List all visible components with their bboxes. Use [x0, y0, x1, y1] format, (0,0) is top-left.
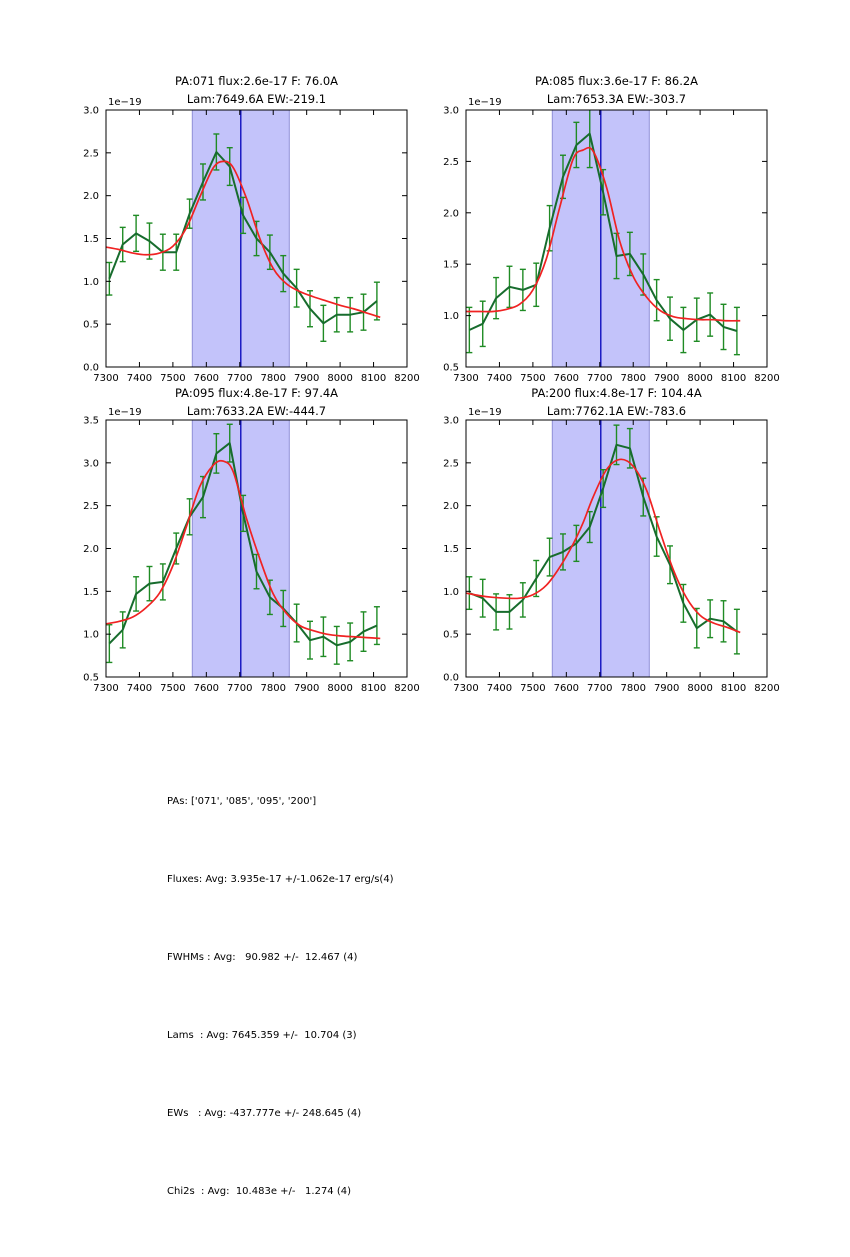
y-tick-label: 1.5 [443, 259, 459, 271]
x-tick-label: 7700 [227, 373, 253, 384]
subplot-3-title-line2: Lam:7762.1A EW:-783.6 [546, 404, 687, 418]
x-tick-label: 7300 [93, 373, 119, 384]
y-tick-label: 0.5 [83, 672, 99, 684]
x-tick-label: 8100 [360, 683, 387, 694]
x-tick-label: 8200 [754, 683, 780, 694]
x-tick-label: 7600 [193, 683, 220, 694]
x-tick-label: 8100 [720, 373, 747, 384]
y-tick-label: 2.0 [83, 544, 99, 555]
summary-line-ews: EWs : Avg: -437.777e +/- 248.645 (4) [167, 1108, 362, 1119]
x-tick-label: 7500 [160, 683, 186, 694]
x-tick-label: 7800 [260, 683, 286, 694]
y-tick-label: 0.5 [443, 362, 459, 374]
summary-line-fluxes: Fluxes: Avg: 3.935e-17 +/-1.062e-17 erg/s(4) [167, 874, 394, 885]
x-tick-label: 8000 [327, 683, 353, 694]
x-tick-label: 7700 [587, 683, 613, 694]
y-tick-label: 3.0 [83, 105, 99, 117]
subplot-2-title [106, 384, 407, 420]
x-tick-label: 7900 [653, 373, 680, 384]
y-tick-label: 0.5 [83, 319, 99, 331]
summary-line-pas: PAs: ['071', '085', '095', '200'] [167, 796, 317, 807]
y-tick-label: 1.5 [83, 586, 99, 598]
x-tick-label: 7800 [620, 373, 646, 384]
subplot-2-title-line1: PA:095 flux:4.8e-17 F: 97.4A [174, 386, 339, 400]
y-tick-label: 1.0 [443, 586, 459, 598]
x-tick-label: 7300 [93, 683, 119, 694]
y-tick-label: 3.0 [443, 105, 459, 117]
x-tick-label: 8100 [720, 683, 747, 694]
subplot-1-title [466, 72, 767, 108]
y-axis-offset-label: 1e−19 [468, 97, 502, 108]
x-tick-label: 7500 [160, 373, 186, 384]
x-tick-label: 8100 [360, 373, 387, 384]
y-tick-label: 1.0 [83, 629, 99, 641]
y-axis-offset-label: 1e−19 [468, 407, 502, 418]
y-tick-label: 3.0 [83, 458, 99, 470]
summary-line-fwhms: FWHMs : Avg: 90.982 +/- 12.467 (4) [167, 952, 358, 963]
subplot-1 [443, 97, 780, 384]
subplot-0 [83, 97, 420, 384]
subplot-0-title-line2: Lam:7649.6A EW:-219.1 [186, 92, 327, 106]
y-axis-offset-label: 1e−19 [108, 97, 142, 108]
y-tick-label: 1.0 [443, 311, 459, 323]
x-tick-label: 7800 [620, 683, 646, 694]
y-tick-label: 1.5 [83, 234, 99, 245]
x-tick-label: 7400 [486, 683, 513, 694]
subplot-3 [443, 407, 780, 694]
x-tick-label: 7900 [293, 373, 320, 384]
x-tick-label: 7400 [486, 373, 513, 384]
subplot-2-title-line2: Lam:7633.2A EW:-444.7 [186, 404, 327, 418]
y-tick-label: 2.5 [83, 501, 99, 513]
x-tick-label: 7700 [227, 683, 253, 694]
x-tick-label: 7300 [453, 373, 479, 384]
y-tick-label: 3.0 [443, 415, 459, 427]
x-tick-label: 7900 [653, 683, 680, 694]
summary-line-chi2s: Chi2s : Avg: 10.483e +/- 1.274 (4) [167, 1186, 352, 1197]
y-tick-label: 0.0 [83, 362, 99, 374]
x-tick-label: 7600 [553, 373, 580, 384]
summary-line-lams: Lams : Avg: 7645.359 +/- 10.704 (3) [167, 1030, 357, 1041]
x-tick-label: 8000 [687, 373, 713, 384]
subplot-0-title-line1: PA:071 flux:2.6e-17 F: 76.0A [174, 74, 339, 88]
x-tick-label: 8000 [687, 683, 713, 694]
x-tick-label: 7500 [520, 683, 546, 694]
subplot-1-title-line2: Lam:7653.3A EW:-303.7 [546, 92, 687, 106]
x-tick-label: 8200 [754, 373, 780, 384]
y-tick-label: 2.0 [443, 501, 459, 513]
summary-block [167, 737, 394, 1257]
subplot-1-title-line1: PA:085 flux:3.6e-17 F: 86.2A [534, 74, 699, 88]
y-tick-label: 2.5 [443, 156, 459, 168]
y-tick-label: 0.5 [443, 629, 459, 641]
y-tick-label: 1.0 [83, 276, 99, 288]
y-tick-label: 1.5 [443, 544, 459, 555]
y-tick-label: 3.5 [83, 415, 99, 427]
subplot-3-title-line1: PA:200 flux:4.8e-17 F: 104.4A [531, 386, 702, 400]
x-tick-label: 7400 [126, 373, 153, 384]
x-tick-label: 7400 [126, 683, 153, 694]
subplot-2 [83, 407, 420, 694]
x-tick-label: 7700 [587, 373, 613, 384]
y-tick-label: 2.0 [443, 208, 459, 220]
x-tick-label: 7900 [293, 683, 320, 694]
y-tick-label: 2.0 [83, 191, 99, 203]
y-tick-label: 2.5 [443, 458, 459, 470]
subplot-0-title [106, 72, 407, 108]
y-axis-offset-label: 1e−19 [108, 407, 142, 418]
x-tick-label: 7600 [553, 683, 580, 694]
x-tick-label: 8200 [394, 373, 420, 384]
x-tick-label: 7500 [520, 373, 546, 384]
y-tick-label: 2.5 [83, 148, 99, 160]
x-tick-label: 7600 [193, 373, 220, 384]
x-tick-label: 7800 [260, 373, 286, 384]
y-tick-label: 0.0 [443, 672, 459, 684]
x-tick-label: 8200 [394, 683, 420, 694]
x-tick-label: 8000 [327, 373, 353, 384]
x-tick-label: 7300 [453, 683, 479, 694]
subplot-3-title [466, 384, 767, 420]
